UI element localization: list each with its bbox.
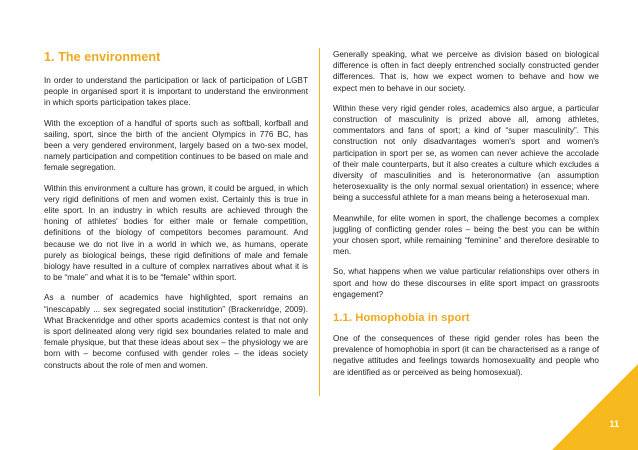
paragraph: With the exception of a handful of sports such as softball, korfball and sailing, sport, since the birth of the ancient Olympics in 776 BC, has been a very gendered environment, largely based on a two-sex model, namely participation and competition continues to be based on male and female segregation. [44,118,308,173]
paragraph: As a number of academics have highlighted, sport remains an “inescapably ... sex segregated social institution” (Brackenridge, 2009). What Brackenridge and other sports academics contest is that not only is sport delineated along very rigid sex boundaries related to male and female physique, but that these ideas about sex – the physiology we are born with – become confused with gender roles – the ideas society constructs about the role of men and women. [44,293,308,370]
paragraph: In order to understand the participation or lack of participation of LGBT people in organised sport it is important to understand the environment in which sports participation takes place. [44,76,308,108]
paragraph: Meanwhile, for elite women in sport, the challenge becomes a complex juggling of conflicting gender roles – being the best you can be within your chosen sport, while remaining “feminine” and therefore desirable to men. [333,213,599,257]
left-column [44,50,308,380]
corner-triangle-shape [552,364,638,450]
paragraph: Within this environment a culture has grown, it could be argued, in which very rigid definitions of men and women exist. Certainly this is true in elite sport. In an industry in which results are achieved through the honing of athletes' bodies for either male or female competition, definitions of the biology of competitors becomes paramount. And because we do not live in a world in which we, as humans, operate purely as biological beings, these rigid definitions of male and female biology have resulted in a culture of complex narratives about what it is to be “male” and what it is to be “female” within sport. [44,183,308,283]
right-column [333,49,599,387]
page-number: 11 [609,419,619,429]
subsection-heading: 1.1. Homophobia in sport [333,312,470,325]
paragraph: Generally speaking, what we perceive as division based on biological difference is often in fact deeply entrenched socially constructed gender differences. That is, how we expect women to behave and how we expect men to behave in our society. [333,50,599,93]
column-divider [319,48,320,396]
corner-triangle-decoration [552,364,638,450]
section-heading: 1. The environment [44,50,161,64]
paragraph: So, what happens when we value particular relationships over others in sport and how do these discourses in elite sport impact on grassroots engagement? [333,267,599,299]
paragraph: Within these very rigid gender roles, academics also argue, a particular construction of masculinity is prized above all, among athletes, commentators and fans of sport; a kind of “super masculinity”. This construction not only disadvantages women's sport and women's participation in sport per se, as women can never achieve the accolade of their male counterparts, but it also creates a culture which excludes a diversity of masculinities and is heteronormative (an assumption heterosexuality is the only normal sexual orientation) in essence; where being a successful athlete for a man means being a heterosexual man. [333,103,599,203]
paragraph: One of the consequences of these rigid gender roles has been the prevalence of homophobia in sport (it can be characterised as a range of negative attitudes and feelings towards homosexuality and people who are identified as or perceived as being homosexual). [333,334,599,377]
